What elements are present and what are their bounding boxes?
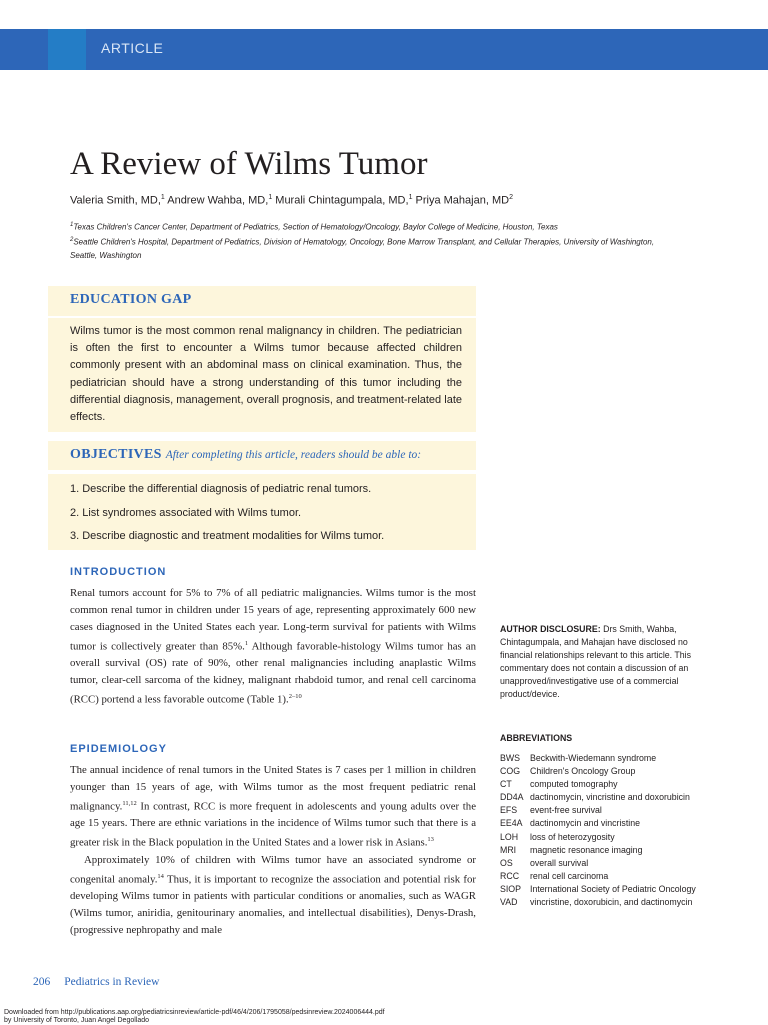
text-segment: In contrast, RCC is more frequent in adolescents and young adults over the age 15 years. There are ethnic variations in the incidence of Wilms tumor such that there is a greater risk in the Black population in the United States and a lower risk in Asians. <box>70 800 476 849</box>
abbreviation-row <box>500 844 710 857</box>
page-number: 206 <box>33 976 51 988</box>
abbreviation-definition: International Society of Pediatric Oncology <box>530 883 696 894</box>
affiliation-text: Seattle Children's Hospital, Department of Pediatrics, Division of Hematology, Oncology, Bone Marrow Transplant, and Cellular Therapies, University of Washington, Seattle, Washington <box>70 237 655 261</box>
download-url-line: Downloaded from http://publications.aap.org/pediatricsinreview/article-pdf/46/4/206/1795058/pedsinreview.2024006444.pdf <box>4 1009 385 1016</box>
abbreviation-definition: Beckwith-Wiedemann syndrome <box>530 753 657 763</box>
affiliation-line <box>70 219 670 234</box>
abbreviation-row <box>500 883 710 896</box>
author-name: Priya Mahajan, MD <box>415 194 510 207</box>
introduction-text <box>70 585 476 709</box>
abbreviation: RCC <box>500 870 520 881</box>
disclosure-heading: AUTHOR DISCLOSURE: <box>500 624 601 634</box>
abbreviation: COG <box>500 766 521 777</box>
abbreviations-list <box>500 752 710 909</box>
abbreviation-row <box>500 778 710 791</box>
abbreviation-definition: Children's Oncology Group <box>530 766 636 777</box>
text-segment: Although favorable-histology Wilms tumor has an overall survival (OS) rate of 90%, other renal malignancies including anaplastic Wilms tumor, clear-cell sarcoma of the kidney, malignant rhabdoid tumor, and renal cell carcinoma (RCC) portend a less favorable outcome (Table 1). <box>70 640 476 706</box>
epidemiology-heading: EPIDEMIOLOGY <box>70 743 167 755</box>
abbreviation-row <box>500 791 710 804</box>
abbreviation: VAD <box>500 897 518 908</box>
abbreviation: DD4A <box>500 792 524 803</box>
abbreviation-definition: vincristine, doxorubicin, and dactinomycin <box>530 897 693 908</box>
text-segment: The annual incidence of renal tumors in the United States is 7 cases per 1 million in children younger than 15 years of age, with Wilms tumor as the most frequent pediatric renal malignancy. <box>70 764 476 813</box>
objectives-body <box>48 474 476 550</box>
text-segment: Thus, it is important to recognize the association and potential risk for developing Wilms tumor in patients with particular conditions or anomalies, such as WAGR (Wilms tumor, aniridia, genitourinary anomalies, and intellectual disabilities), Denys-Drash, (progressive nephropathy and male <box>70 873 476 936</box>
abbreviation-row <box>500 831 710 844</box>
objectives-title: OBJECTIVES <box>70 447 162 462</box>
text-segment: Renal tumors account for 5% to 7% of all pediatric malignancies. Wilms tumor is the most common renal tumor in children under 15 years of age, representing approximately 600 new cases diagnosed in the United States each year. Long-term survival for patients with Wilms tumor is collectively greater than 85%. <box>70 587 476 653</box>
abbreviation-row <box>500 804 710 817</box>
objectives-header <box>48 441 476 470</box>
abbreviation-row <box>500 857 710 870</box>
disclosure-text: Drs Smith, Wahba, Chintagumpala, and Mahajan have disclosed no financial relationships relevant to this article. This commentary does not contain a discussion of an unapproved/investigative use of a commercial product/device. <box>500 624 692 699</box>
citation-ref: 13 <box>427 836 434 844</box>
author-name: Valeria Smith, MD, <box>70 194 161 207</box>
education-gap-body <box>48 318 476 432</box>
article-title: A Review of Wilms Tumor <box>70 146 428 182</box>
author-affiliation-ref: 1 <box>160 194 165 201</box>
abbreviation-row <box>500 896 710 909</box>
education-gap-header <box>48 286 476 316</box>
abbreviation-row <box>500 817 710 830</box>
author-name: Murali Chintagumpala, MD, <box>275 194 409 207</box>
abbreviations-heading: ABBREVIATIONS <box>500 733 573 743</box>
introduction-heading: INTRODUCTION <box>70 566 167 578</box>
abbreviation-definition: dactinomycin and vincristine <box>530 818 641 829</box>
citation-ref: 2–10 <box>288 693 302 701</box>
page-footer <box>33 976 159 988</box>
objective-item: 1. Describe the differential diagnosis of pediatric renal tumors. <box>70 483 372 495</box>
abbreviation-definition: dactinomycin, vincristine and doxorubicin <box>530 792 690 803</box>
abbreviation-definition: overall survival <box>530 857 589 868</box>
objective-item: 2. List syndromes associated with Wilms tumor. <box>70 506 302 519</box>
abbreviation-definition: event-free survival <box>530 805 602 816</box>
abbreviation-row <box>500 870 710 883</box>
citation-ref: 14 <box>157 872 164 880</box>
affiliation-number: 2 <box>70 237 74 244</box>
citation-ref: 1 <box>244 639 249 647</box>
citation-ref: 11,12 <box>122 799 137 807</box>
abbreviation: EFS <box>500 805 518 816</box>
epidemiology-paragraph <box>70 852 476 939</box>
abbreviation: OS <box>500 857 513 868</box>
author-affiliation-ref: 1 <box>408 194 413 201</box>
affiliation-line <box>70 234 670 263</box>
abbreviation-definition: magnetic resonance imaging <box>530 844 643 855</box>
header-accent-tab <box>48 29 86 70</box>
abbreviation: SIOP <box>500 883 522 894</box>
download-by-line: by University of Toronto, Juan Angel Degollado <box>4 1017 150 1024</box>
abbreviation-definition: loss of heterozygosity <box>530 831 615 842</box>
objectives-list <box>70 481 462 552</box>
download-note <box>4 1009 385 1025</box>
author-disclosure <box>500 623 700 700</box>
journal-name: Pediatrics in Review <box>64 976 160 988</box>
epidemiology-text <box>70 762 476 939</box>
author-list <box>70 194 513 207</box>
affiliation-text: Texas Children's Cancer Center, Department of Pediatrics, Section of Hematology/Oncology, Baylor College of Medicine, Houston, Texas <box>73 222 558 232</box>
author-affiliation-ref: 1 <box>268 194 273 201</box>
abbreviation-definition: computed tomography <box>530 779 618 790</box>
author-name: Andrew Wahba, MD, <box>167 194 269 207</box>
abbreviation-row <box>500 765 710 778</box>
article-type-label: ARTICLE <box>101 40 164 56</box>
epidemiology-paragraph <box>70 762 476 852</box>
article-header-bar <box>0 29 768 70</box>
education-gap-text: Wilms tumor is the most common renal malignancy in children. The pediatrician is often the first to encounter a Wilms tumor because affected children commonly present with an abdominal mass on clinical examination. Thus, the pediatrician should have a strong understanding of this tumor including the differential diagnosis, management, overall prognosis, and treatment-related late effects. <box>70 325 462 424</box>
introduction-paragraph <box>70 585 476 709</box>
objectives-subtitle: After completing this article, readers should be able to: <box>165 449 422 461</box>
objective-item: 3. Describe diagnostic and treatment modalities for Wilms tumor. <box>70 530 385 542</box>
affiliations <box>70 219 670 263</box>
abbreviation-definition: renal cell carcinoma <box>530 870 609 881</box>
abbreviation: BWS <box>500 753 521 763</box>
objectives-title-line <box>70 447 421 463</box>
education-gap-title: EDUCATION GAP <box>70 292 192 307</box>
author-affiliation-ref: 2 <box>509 194 513 201</box>
abbreviation: CT <box>500 779 512 790</box>
abbreviation: MRI <box>500 844 517 855</box>
affiliation-number: 1 <box>70 222 74 228</box>
text-segment: Approximately 10% of children with Wilms tumor have an associated syndrome or congenital anomaly. <box>70 853 476 886</box>
abbreviation: LOH <box>500 831 519 842</box>
abbreviation-row <box>500 752 710 765</box>
abbreviation: EE4A <box>500 818 523 829</box>
